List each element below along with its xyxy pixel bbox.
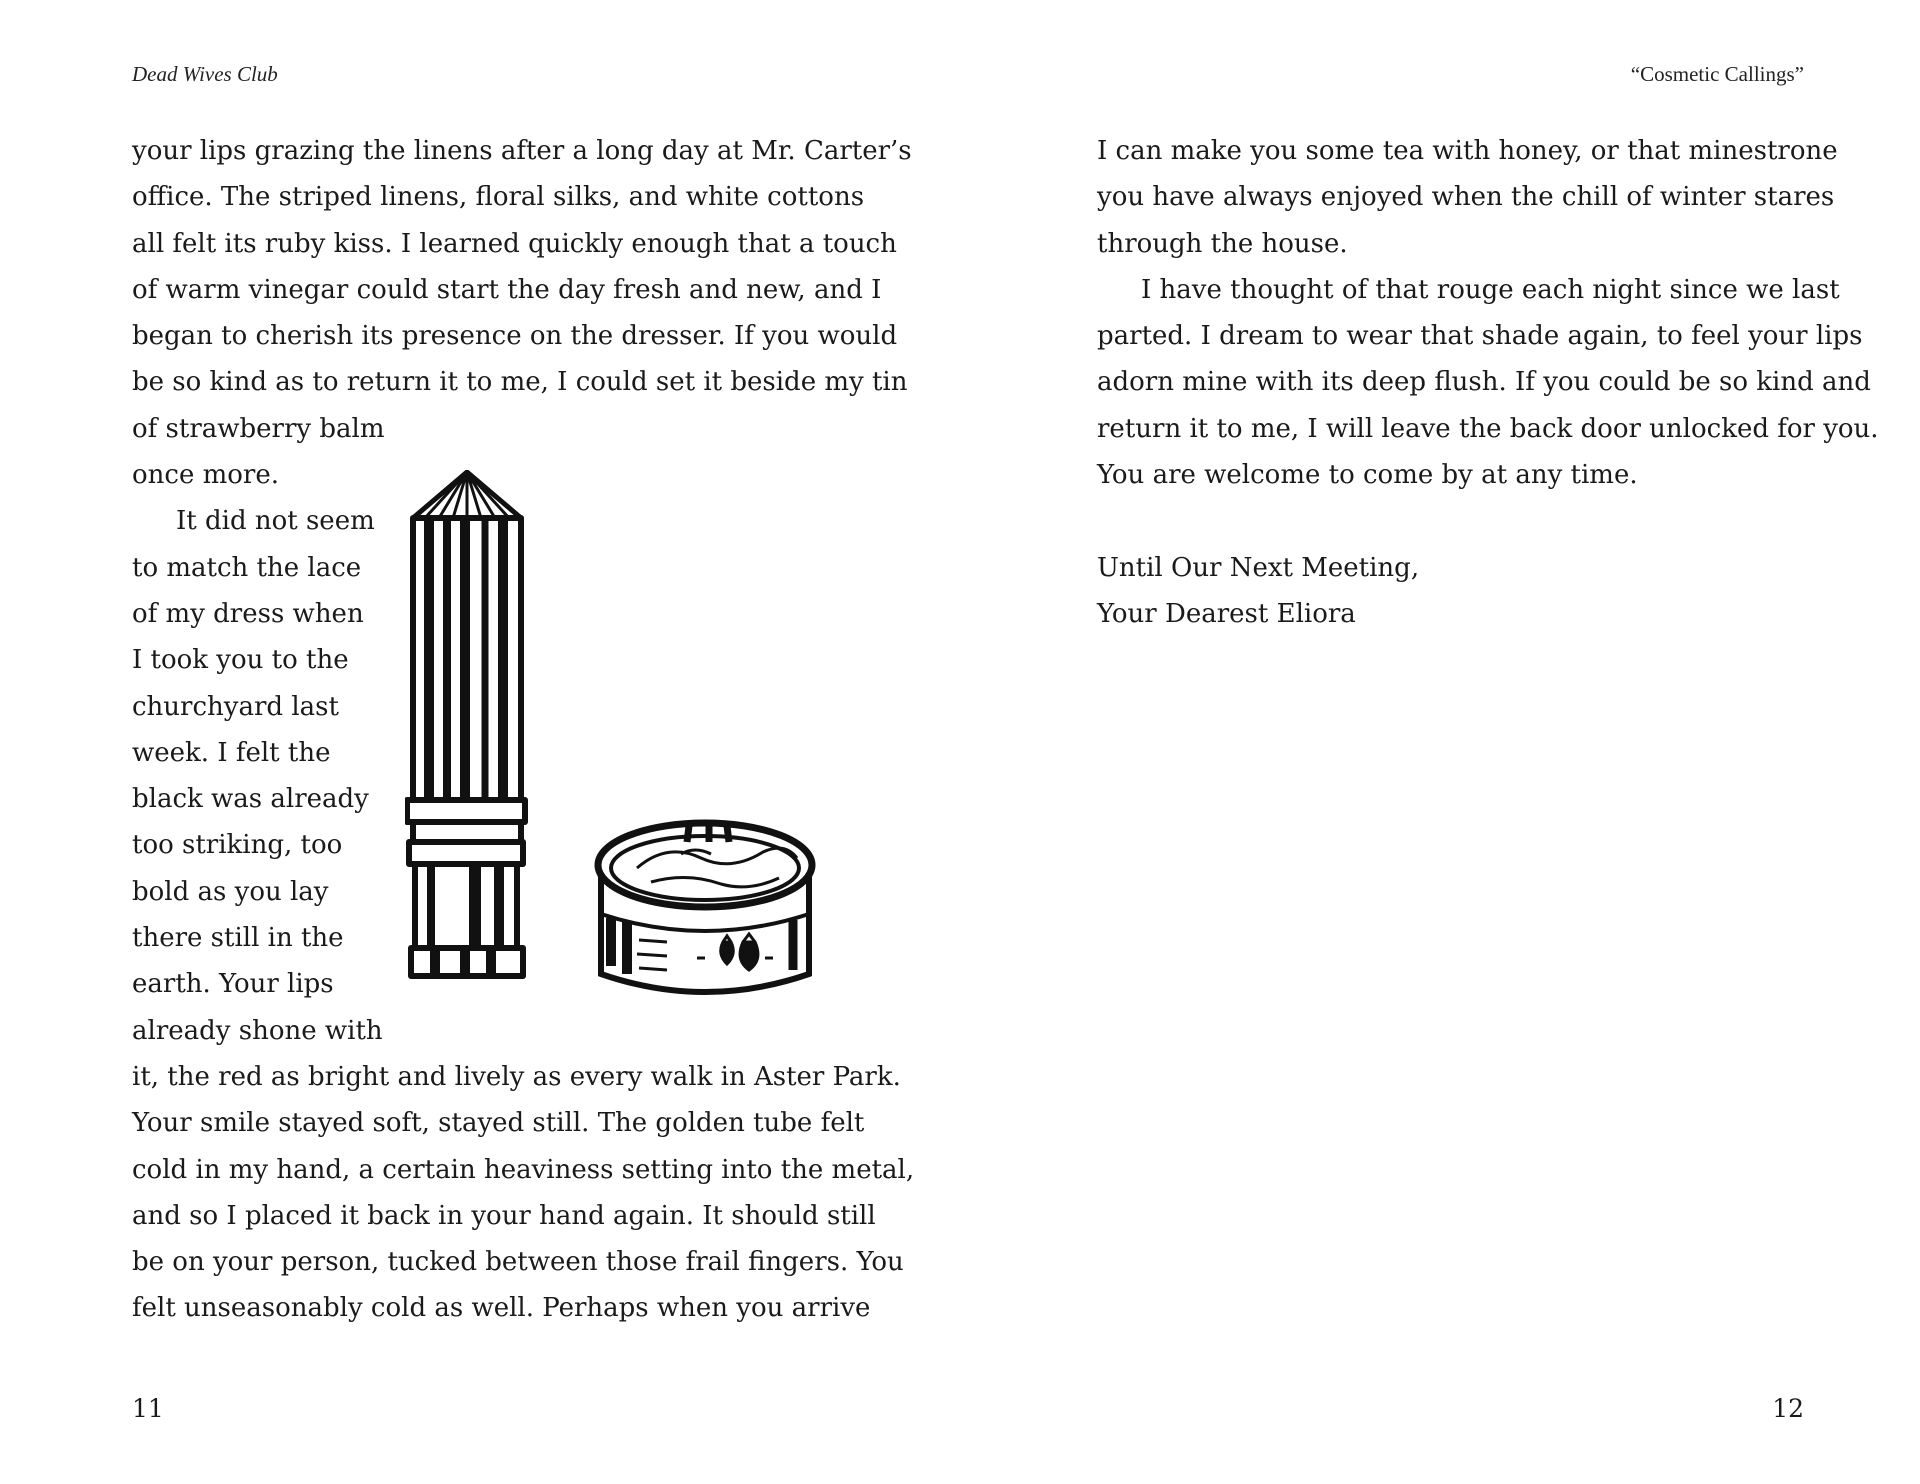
balm-tin-icon bbox=[598, 823, 812, 992]
text-line: You are welcome to come by at any time. bbox=[1097, 460, 1638, 491]
running-head-right: “Cosmetic Callings” bbox=[1630, 62, 1804, 86]
text-line: once more. bbox=[132, 460, 279, 491]
text-line: be so kind as to return it to me, I could set it beside my tin bbox=[132, 367, 908, 398]
text-line: I took you to the bbox=[132, 645, 349, 676]
text-line: it, the red as bright and lively as every walk in Aster Park. bbox=[132, 1061, 901, 1092]
text-line: all felt its ruby kiss. I learned quickly enough that a touch bbox=[132, 228, 897, 259]
text-line: there still in the bbox=[132, 923, 344, 954]
text-line: black was already bbox=[132, 784, 369, 815]
text-line: of warm vinegar could start the day fresh and new, and I bbox=[132, 274, 882, 305]
text-line: be on your person, tucked between those frail fingers. You bbox=[132, 1247, 904, 1278]
text-line: cold in my hand, a certain heaviness setting into the metal, bbox=[132, 1154, 915, 1185]
running-head-left: Dead Wives Club bbox=[132, 62, 278, 86]
text-line: bold as you lay bbox=[132, 876, 329, 907]
text-line: parted. I dream to wear that shade again, to feel your lips bbox=[1097, 321, 1863, 352]
text-line: you have always enjoyed when the chill of winter stares bbox=[1097, 182, 1835, 213]
text-line: already shone with bbox=[132, 1015, 383, 1046]
text-line: week. I felt the bbox=[132, 737, 331, 768]
lipstick-icon bbox=[407, 472, 525, 976]
text-line: adorn mine with its deep flush. If you could be so kind and bbox=[1097, 367, 1871, 398]
text-line: churchyard last bbox=[132, 691, 339, 722]
text-line: began to cherish its presence on the dresser. If you would bbox=[132, 321, 898, 352]
signoff-signature: Your Dearest Eliora bbox=[1097, 598, 1356, 629]
text-line: of my dress when bbox=[132, 598, 364, 629]
text-line: return it to me, I will leave the back door unlocked for you. bbox=[1097, 413, 1879, 444]
page-number-left: 11 bbox=[132, 1394, 164, 1423]
text-line: I can make you some tea with honey, or that minestrone bbox=[1097, 136, 1838, 166]
text-line: of strawberry balm bbox=[132, 413, 385, 444]
text-line: and so I placed it back in your hand again. It should still bbox=[132, 1200, 876, 1231]
text-line: felt unseasonably cold as well. Perhaps when you arrive bbox=[132, 1293, 871, 1324]
right-page-text bbox=[1097, 128, 1879, 637]
text-line: It did not seem bbox=[176, 506, 375, 537]
text-line: office. The striped linens, floral silks, and white cottons bbox=[132, 182, 865, 213]
lipstick-and-tin-illustration bbox=[405, 470, 865, 1010]
text-line: to match the lace bbox=[132, 552, 362, 583]
text-line: Your smile stayed soft, stayed still. The golden tube felt bbox=[132, 1108, 865, 1139]
text-line: your lips grazing the linens after a long day at Mr. Carter’s bbox=[132, 136, 912, 166]
text-line: earth. Your lips bbox=[132, 969, 334, 1000]
text-line: through the house. bbox=[1097, 228, 1348, 259]
text-line: I have thought of that rouge each night since we last bbox=[1141, 274, 1840, 305]
signoff-line: Until Our Next Meeting, bbox=[1097, 552, 1420, 583]
page-number-right: 12 bbox=[1772, 1394, 1804, 1423]
text-line: too striking, too bbox=[132, 830, 343, 861]
